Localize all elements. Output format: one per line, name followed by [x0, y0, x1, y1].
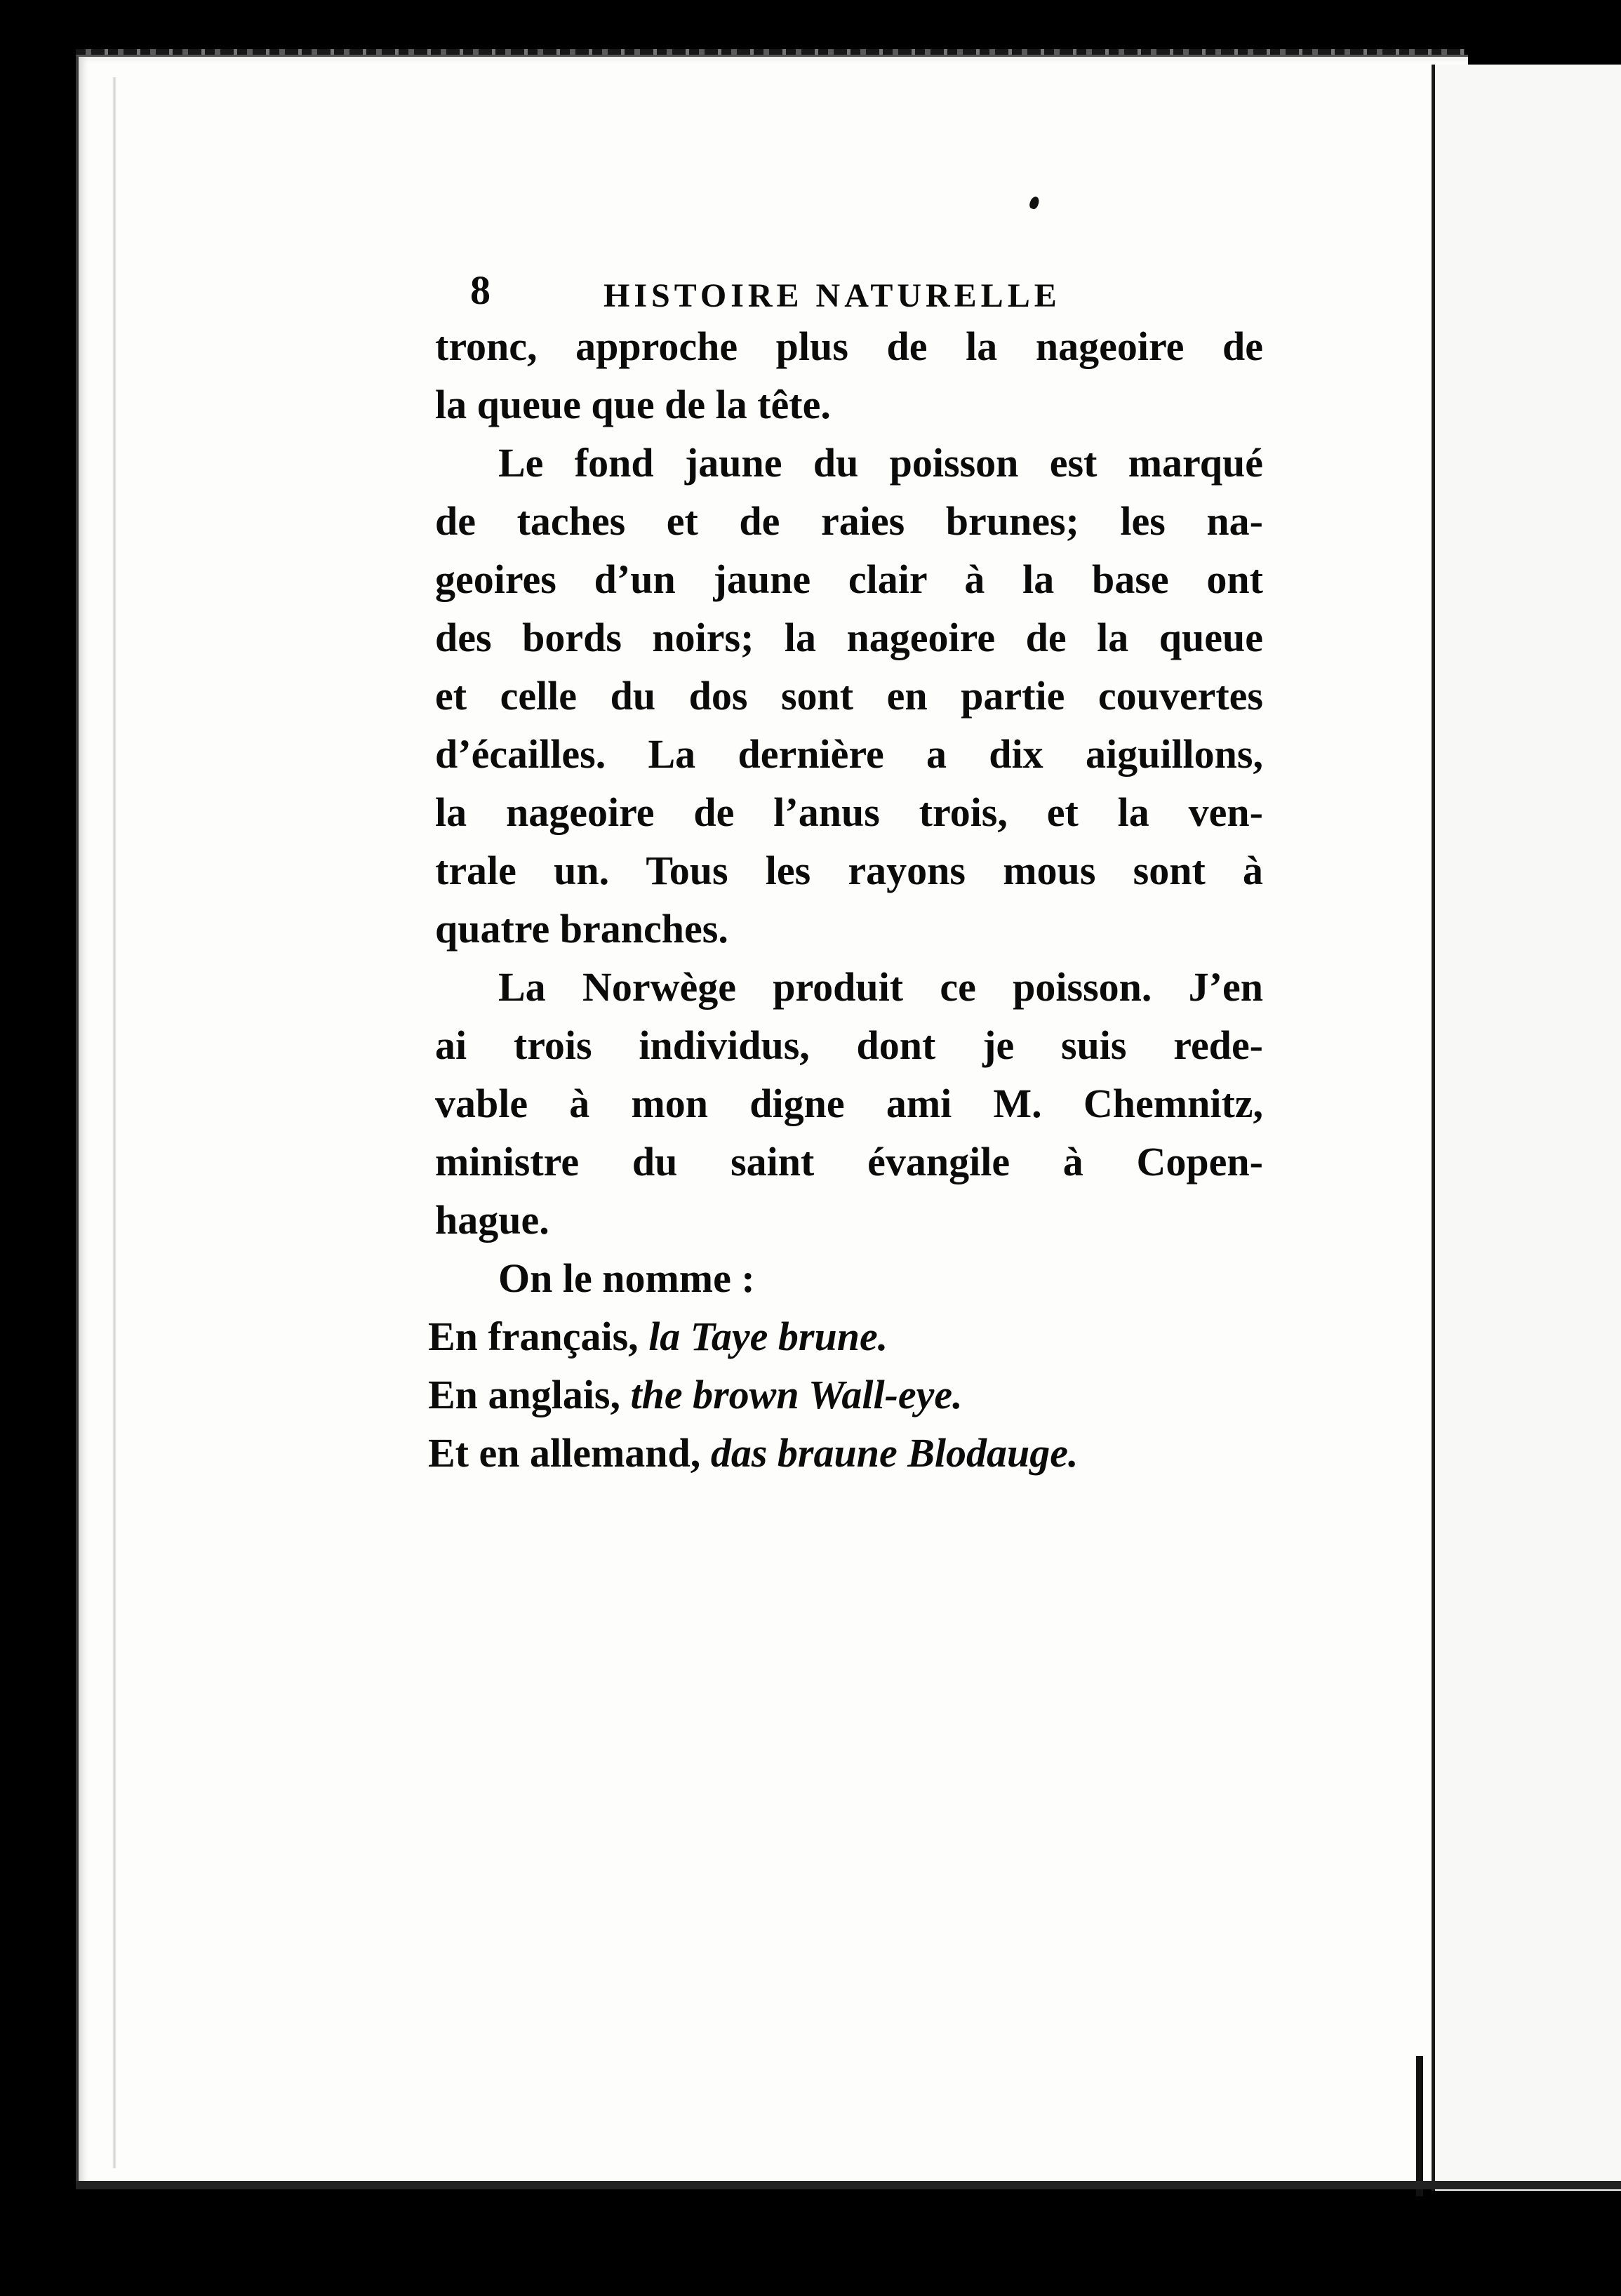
text-line: La Norwège produit ce poisson. J’en — [498, 964, 1263, 1010]
text-line: Le fond jaune du poisson est marqué — [498, 440, 1263, 486]
page-text — [428, 260, 1263, 1482]
adjacent-page — [1432, 65, 1621, 2191]
text-line: des bords noirs; la nageoire de la queue — [435, 615, 1263, 660]
text-line: hague. — [435, 1197, 549, 1243]
text-line: ai trois individus, dont je suis rede- — [435, 1022, 1263, 1068]
name-value: la Taye brune. — [648, 1314, 888, 1359]
name-german — [428, 1424, 1263, 1482]
running-head — [435, 260, 1263, 317]
text-line: trale un. Tous les rayons mous sont à — [435, 848, 1263, 893]
names-list — [428, 1307, 1263, 1482]
text-line: d’écailles. La dernière a dix aiguillons, — [435, 731, 1263, 777]
name-language-label: Et en allemand, — [428, 1430, 711, 1476]
page-number: 8 — [470, 267, 491, 313]
name-value: das braune Blodauge. — [710, 1430, 1079, 1476]
name-english — [428, 1366, 1263, 1424]
paragraph-1 — [435, 317, 1263, 434]
text-line: de taches et de raies brunes; les na- — [435, 498, 1263, 544]
page-bottom-edge — [76, 2181, 1621, 2189]
name-language-label: En français, — [428, 1314, 649, 1359]
text-line: quatre branches. — [435, 906, 728, 952]
paragraph-2 — [435, 434, 1263, 958]
page-fold-shadow — [112, 77, 116, 2168]
text-line: la queue que de la tête. — [435, 382, 831, 427]
name-language-label: En anglais, — [428, 1372, 631, 1417]
name-value: the brown Wall-eye. — [630, 1372, 963, 1417]
text-line: la nageoire de l’anus trois, et la ven- — [435, 789, 1263, 835]
spine-line — [1416, 2056, 1423, 2196]
text-line: geoires d’un jaune clair à la base ont — [435, 556, 1263, 602]
text-line: ministre du saint évangile à Copen- — [435, 1139, 1263, 1184]
paragraph-3 — [435, 958, 1263, 1249]
text-line: vable à mon digne ami M. Chemnitz, — [435, 1081, 1263, 1126]
running-title: HISTOIRE NATURELLE — [603, 277, 1061, 314]
names-intro: On le nomme : — [498, 1255, 755, 1301]
name-french — [428, 1307, 1263, 1366]
text-line: tronc, approche plus de la nageoire de — [435, 323, 1263, 369]
text-line: et celle du dos sont en partie couvertes — [435, 673, 1263, 719]
